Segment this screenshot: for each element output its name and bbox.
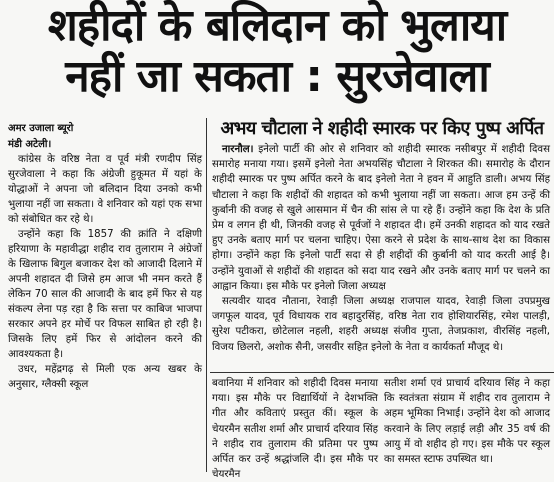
bottom-column-left: [212, 376, 378, 482]
article-paragraph-3: उधर, महेंद्रगढ़ से मिली एक अन्य खबर के अनुसार, ग्लैक्सी स्कूल: [8, 364, 202, 390]
headline-line-2: नहीं जा सकता : सुरजेवाला: [65, 51, 489, 102]
secondary-headline: अभय चौटाला ने शहीदी स्मारक पर किए पुष्प अर्पित: [220, 118, 544, 139]
dateline: मंडी अटेली।: [8, 139, 52, 150]
bottom-column-right: [384, 376, 550, 467]
headline: [0, 0, 554, 102]
bottom-left-text: बवानिया में शनिवार को शहीदी दिवस मनाया गया। इस मौके पर विद्यार्थियों ने देशभक्ति गीत और कविताएं प्रस्तुत कीं। स्कूल के चेयरमैन सतीश शर्मा और प्राचार्य दरियाव सिंह ने शहीद राव तुलाराम की प्रतिमा पर पुष्प अर्पित कर उन्हें श्रद्धांजलि दी। इस मौके पर चेयरमैन: [212, 378, 378, 481]
article-paragraph-2: उन्होंने कहा कि 1857 की क्रांति ने दक्षिणी हरियाणा के महावीद्धा शहीद राव तुलाराम ने अंग्रेजों के खिलाफ बिगुल बजाकर देश को आजादी दिलाने में अपनी शहादत दी जिसे हम आज भी नमन करते हैं लेकिन 70 साल की आजादी के बाद हमें फिर से यह संकल्प लेना पड़ रहा है कि सत्ता पर काबिज भाजपा सरकार अपने हर मोर्चे पर विफल साबित हो रही है। जिसके लिए हमें फिर से आंदोलन करने की आवश्यकता है।: [8, 229, 202, 360]
secondary-paragraph-1: इनेलो पार्टी की ओर से शनिवार को शहीदी स्मारक नसीबपुर में शहीदी दिवस समारोह मनाया गया। इसमें इनेलो नेता अभयसिंह चौटाला ने शिरकत की। समारोह के दौरान शहीदी स्मारक पर पुष्प अर्पित करने के बाद इनेलो नेता ने हवन में आहुति डाली। अभय सिंह चौटाला ने कहा कि शहीदों की शहादत को कभी भुलाया नहीं जा सकता। आज हम उन्हें की कुर्बानी की वजह से खुले आसमान में चैन की सांस ले पा रहे हैं। उन्होंने कहा कि देश के प्रति प्रेम व लगन ही थी, जिनकी वजह से पूर्वजों ने शहादत दी। हमें उनकी शहादत को याद रखते हुए उनके बताए मार्ग पर चलना चाहिए। ऐसा करने से प्रदेश के साथ-साथ देश का विकास होगा। उन्होंने कहा कि इनेलो पार्टी सदा से ही शहीदों की कुर्बानी को याद करती आई है। उन्होंने युवाओं से शहीदों की शहादत को सदा याद रखने और उनके बताए मार्ग पर चलने का आह्वान किया। इस मौके पर इनेलो जिला अध्यक्ष: [212, 144, 550, 292]
column-divider: [206, 118, 207, 472]
secondary-paragraph-2: सत्यवीर यादव नौताना, रेवाड़ी जिला अध्यक्ष राजपाल यादव, रेवाड़ी जिला उपप्रमुख जगफूल यादव, पूर्व विधायक राव बहादुरसिंह, वरिष्ठ नेता राव होशियारसिंह, रमेश पालड़ी, सुरेश पटीकरा, छोटेलाल नहली, शहरी अध्यक्ष संजीव गुप्ता, तेजप्रकाश, वीरसिंह नहली, विजय छिलरो, अशोक सैनी, जसवीर सहित इनेलो के नेता व कार्यकर्ता मौजूद थे।: [212, 296, 550, 353]
secondary-article: [212, 142, 550, 355]
main-article-column: [8, 152, 202, 392]
headline-line-1: शहीदों के बलिदान को भुलाया: [47, 0, 507, 51]
byline: अमर उजाला ब्यूरो: [8, 123, 74, 134]
bottom-right-text: सतीश शर्मा एवं प्राचार्य दरियाव सिंह ने कहा कि स्वतंत्रता संग्राम में शहीद राव तुलाराम ने अहम भूमिका निभाई। उन्होंने देश को आजाद करवाने के लिए लड़ाई लड़ी और 35 वर्ष की आयु में वो शहीद हो गए। इस मौके पर स्कूल का समस्त स्टाफ उपस्थित था।: [384, 378, 550, 466]
section-divider: [210, 372, 554, 373]
article-paragraph-1: कांग्रेस के वरिष्ठ नेता व पूर्व मंत्री रणदीप सिंह सुरजेवाला ने कहा कि अंग्रेजी हुकूमत में यहां के योद्धाओं ने अपना जो बलिदान दिया उनको कभी भुलाया नहीं जा सकता। वे शनिवार को यहां एक सभा को संबोधित कर रहे थे।: [8, 154, 202, 225]
secondary-dateline: नारनौल।: [222, 144, 254, 155]
